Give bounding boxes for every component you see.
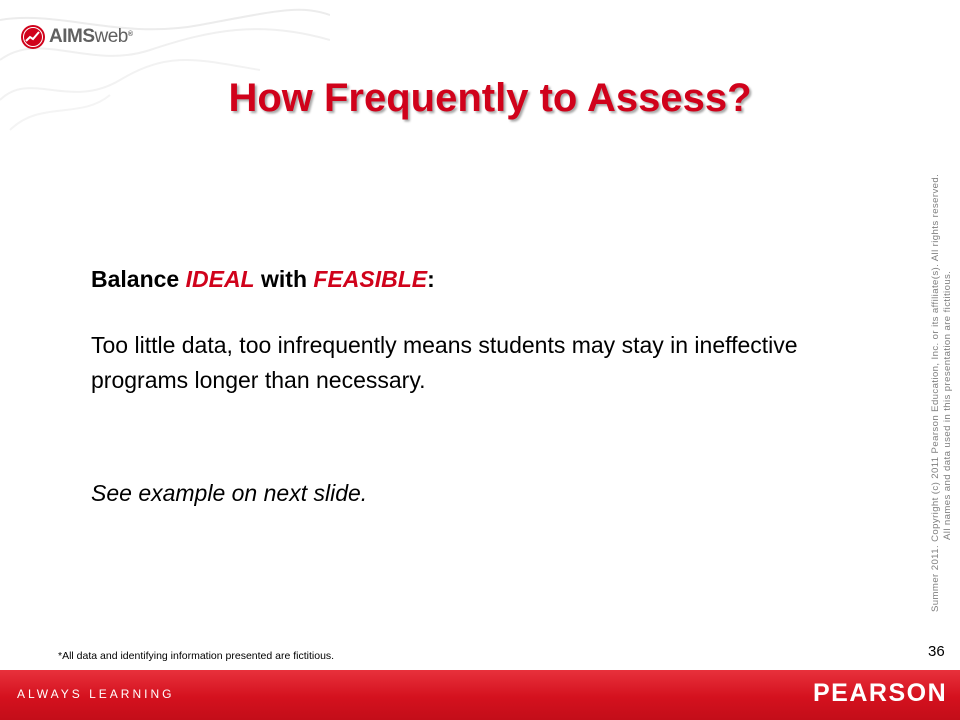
body-paragraph: Too little data, too infrequently means students may stay in ineffective programs longer than necessary. [91, 332, 798, 393]
logo-text [49, 24, 133, 50]
page-number: 36 [928, 643, 945, 660]
footer-bar [0, 670, 960, 720]
logo-name: AIMS [49, 26, 95, 47]
copyright-line-1: Summer 2011. Copyright (c) 2011 Pearson Education, Inc. or its affiliate(s). All rights reserved. [930, 173, 941, 612]
logo-registered-mark: ® [127, 31, 133, 38]
lead-line [91, 262, 891, 296]
slide-content [91, 262, 891, 510]
aimsweb-logo-icon [20, 24, 46, 50]
example-note: See example on next slide. [91, 480, 368, 506]
lead-prefix: Balance [91, 266, 186, 292]
slide-title: How Frequently to Assess? [228, 76, 752, 120]
copyright-notice [930, 82, 954, 612]
fictitious-disclaimer: *All data and identifying information presented are fictitious. [58, 650, 335, 662]
lead-mid: with [254, 266, 314, 292]
footer-tagline: ALWAYS LEARNING [17, 687, 175, 701]
lead-colon: : [427, 266, 435, 292]
logo-suffix: web [94, 26, 128, 47]
copyright-line-2: All names and data used in this presentation are fictitious. [942, 270, 953, 540]
lead-ideal: IDEAL [185, 266, 255, 292]
lead-feasible: FEASIBLE [313, 266, 428, 292]
aimsweb-logo [20, 24, 133, 50]
pearson-logo: PEARSON [813, 679, 948, 707]
